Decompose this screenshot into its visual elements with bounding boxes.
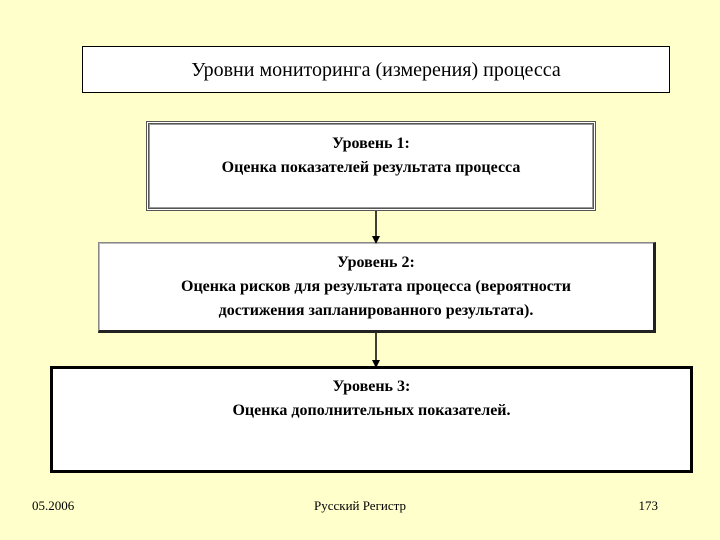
level-1-heading: Уровень 1:	[332, 135, 410, 152]
level-2-text-line-1: Оценка рисков для результата процесса (вероятности	[181, 278, 571, 295]
diagram-title: Уровни мониторинга (измерения) процесса	[82, 46, 670, 93]
level-3-text-line-1: Оценка дополнительных показателей.	[232, 402, 511, 419]
footer-page-number: 173	[638, 498, 658, 513]
level-3-heading: Уровень 3:	[332, 378, 411, 395]
level-2-text-line-2: достижения запланированного результата).	[218, 302, 534, 319]
level-2-heading: Уровень 2:	[337, 254, 415, 271]
footer-organization: Русский Регистр	[314, 498, 406, 513]
level-1-text-line-1: Оценка показателей результата процесса	[221, 159, 521, 176]
footer-date: 05.2006	[32, 498, 75, 513]
